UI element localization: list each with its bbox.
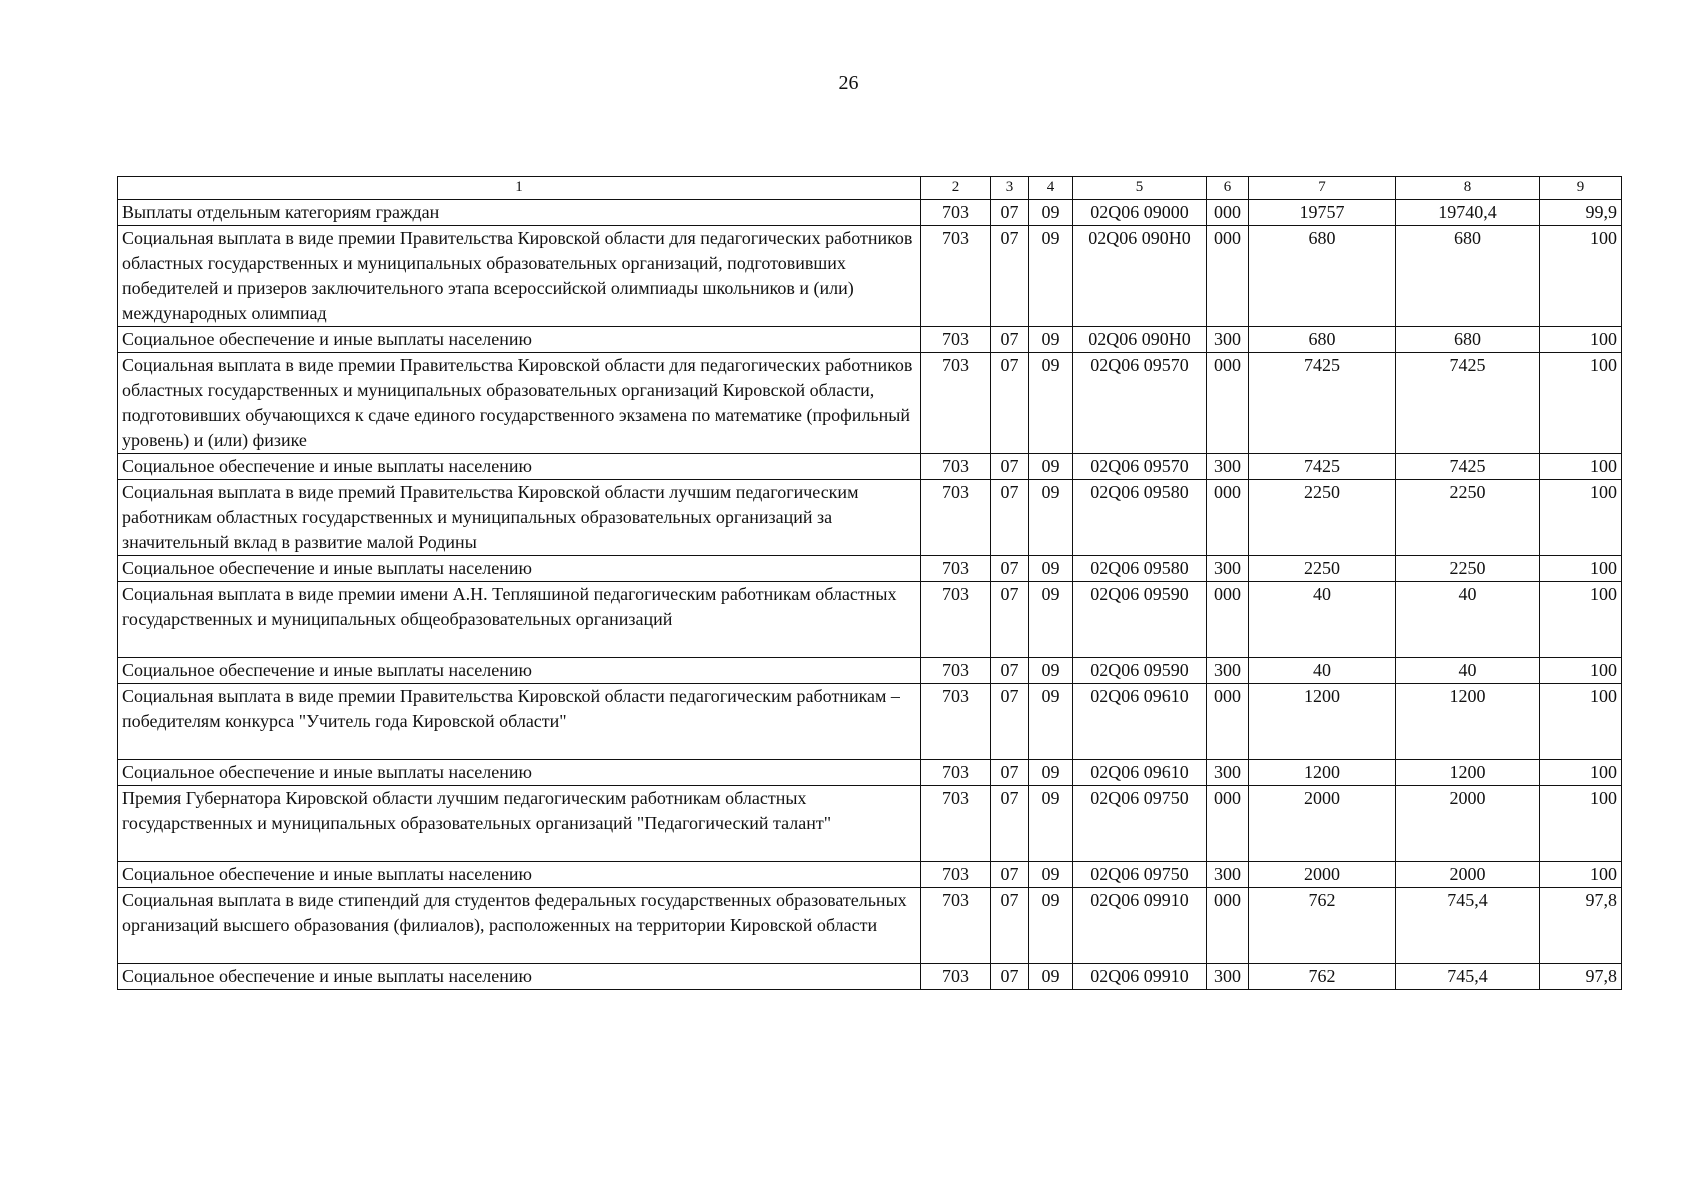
table-row [118,658,1622,684]
col7-cell: 2250 [1249,480,1396,556]
header-cell: 9 [1540,177,1622,200]
col5-cell: 02Q06 09610 [1073,760,1207,786]
col8-cell: 2000 [1396,786,1540,862]
col9-cell: 100 [1540,556,1622,582]
col6-cell: 000 [1207,353,1249,454]
col6-cell: 000 [1207,226,1249,327]
col3-cell: 07 [991,888,1029,964]
col4-cell: 09 [1029,684,1073,760]
col4-cell: 09 [1029,658,1073,684]
col7-cell: 1200 [1249,684,1396,760]
col5-cell: 02Q06 09910 [1073,888,1207,964]
col2-cell: 703 [921,353,991,454]
col9-cell: 100 [1540,480,1622,556]
col5-cell: 02Q06 09590 [1073,582,1207,658]
col9-cell: 100 [1540,327,1622,353]
col6-cell: 000 [1207,582,1249,658]
table-row [118,556,1622,582]
col2-cell: 703 [921,862,991,888]
col3-cell: 07 [991,454,1029,480]
header-cell: 8 [1396,177,1540,200]
col6-cell: 000 [1207,786,1249,862]
name-cell: Социальное обеспечение и иные выплаты населению [118,760,921,786]
col8-cell: 2250 [1396,480,1540,556]
header-row [118,177,1622,200]
col8-cell: 680 [1396,226,1540,327]
col2-cell: 703 [921,888,991,964]
header-cell: 4 [1029,177,1073,200]
table-row [118,353,1622,454]
col3-cell: 07 [991,480,1029,556]
col3-cell: 07 [991,684,1029,760]
col7-cell: 19757 [1249,200,1396,226]
col5-cell: 02Q06 09580 [1073,556,1207,582]
name-cell: Социальное обеспечение и иные выплаты населению [118,964,921,990]
col7-cell: 1200 [1249,760,1396,786]
table-row [118,786,1622,862]
col8-cell: 1200 [1396,684,1540,760]
col8-cell: 680 [1396,327,1540,353]
col3-cell: 07 [991,226,1029,327]
header-cell: 7 [1249,177,1396,200]
col9-cell: 97,8 [1540,964,1622,990]
col9-cell: 100 [1540,684,1622,760]
col4-cell: 09 [1029,862,1073,888]
table-row [118,454,1622,480]
col5-cell: 02Q06 09570 [1073,353,1207,454]
col2-cell: 703 [921,454,991,480]
col5-cell: 02Q06 09910 [1073,964,1207,990]
name-cell: Социальная выплата в виде премии имени А.Н. Тепляшиной педагогическим работникам областных государственных и муниципальных общеобразовательных организаций [118,582,921,658]
col2-cell: 703 [921,327,991,353]
col6-cell: 000 [1207,480,1249,556]
col6-cell: 000 [1207,684,1249,760]
col5-cell: 02Q06 09580 [1073,480,1207,556]
table-row [118,760,1622,786]
col9-cell: 100 [1540,226,1622,327]
col2-cell: 703 [921,760,991,786]
col3-cell: 07 [991,760,1029,786]
col9-cell: 99,9 [1540,200,1622,226]
col6-cell: 300 [1207,862,1249,888]
table-row [118,964,1622,990]
col9-cell: 97,8 [1540,888,1622,964]
col4-cell: 09 [1029,353,1073,454]
col2-cell: 703 [921,658,991,684]
col4-cell: 09 [1029,786,1073,862]
col2-cell: 703 [921,964,991,990]
col7-cell: 40 [1249,582,1396,658]
name-cell: Социальная выплата в виде премии Правительства Кировской области педагогическим работникам – победителям конкурса "Учитель года Кировской области" [118,684,921,760]
col7-cell: 2000 [1249,862,1396,888]
name-cell: Выплаты отдельным категориям граждан [118,200,921,226]
col8-cell: 1200 [1396,760,1540,786]
col4-cell: 09 [1029,888,1073,964]
col6-cell: 300 [1207,760,1249,786]
col8-cell: 19740,4 [1396,200,1540,226]
col3-cell: 07 [991,964,1029,990]
col3-cell: 07 [991,327,1029,353]
col8-cell: 40 [1396,658,1540,684]
col7-cell: 762 [1249,888,1396,964]
col3-cell: 07 [991,862,1029,888]
col3-cell: 07 [991,556,1029,582]
col5-cell: 02Q06 090H0 [1073,327,1207,353]
name-cell: Социальное обеспечение и иные выплаты населению [118,556,921,582]
col2-cell: 703 [921,786,991,862]
header-cell: 3 [991,177,1029,200]
name-cell: Социальная выплата в виде стипендий для студентов федеральных государственных образовательных организаций высшего образования (филиалов), расположенных на территории Кировской области [118,888,921,964]
table-row [118,226,1622,327]
col4-cell: 09 [1029,200,1073,226]
col8-cell: 745,4 [1396,888,1540,964]
col4-cell: 09 [1029,480,1073,556]
name-cell: Социальное обеспечение и иные выплаты населению [118,327,921,353]
col6-cell: 300 [1207,454,1249,480]
col7-cell: 762 [1249,964,1396,990]
col5-cell: 02Q06 09750 [1073,862,1207,888]
col3-cell: 07 [991,200,1029,226]
col2-cell: 703 [921,556,991,582]
col7-cell: 2250 [1249,556,1396,582]
col4-cell: 09 [1029,327,1073,353]
col4-cell: 09 [1029,556,1073,582]
col6-cell: 300 [1207,964,1249,990]
col7-cell: 2000 [1249,786,1396,862]
table-row [118,327,1622,353]
table-row [118,582,1622,658]
header-cell: 1 [118,177,921,200]
col9-cell: 100 [1540,582,1622,658]
col7-cell: 680 [1249,226,1396,327]
col8-cell: 7425 [1396,454,1540,480]
col4-cell: 09 [1029,454,1073,480]
budget-table [117,176,1622,990]
col8-cell: 40 [1396,582,1540,658]
col5-cell: 02Q06 09000 [1073,200,1207,226]
col4-cell: 09 [1029,582,1073,658]
col8-cell: 2250 [1396,556,1540,582]
name-cell: Социальное обеспечение и иные выплаты населению [118,862,921,888]
header-cell: 2 [921,177,991,200]
col9-cell: 100 [1540,353,1622,454]
col6-cell: 300 [1207,556,1249,582]
col2-cell: 703 [921,684,991,760]
name-cell: Социальное обеспечение и иные выплаты населению [118,454,921,480]
col2-cell: 703 [921,480,991,556]
table-row [118,862,1622,888]
col3-cell: 07 [991,658,1029,684]
name-cell: Социальное обеспечение и иные выплаты населению [118,658,921,684]
table-row [118,888,1622,964]
name-cell: Социальная выплата в виде премии Правительства Кировской области для педагогических работников областных государственных и муниципальных образовательных организаций Кировской области, подготовивших обучающихся к сдаче единого государственного экзамена по математике (профильный уровень) и (или) физике [118,353,921,454]
col3-cell: 07 [991,786,1029,862]
col2-cell: 703 [921,226,991,327]
table-row [118,480,1622,556]
name-cell: Социальная выплата в виде премий Правительства Кировской области лучшим педагогическим работникам областных государственных и муниципальных образовательных организаций за значительный вклад в развитие малой Родины [118,480,921,556]
col8-cell: 2000 [1396,862,1540,888]
name-cell: Социальная выплата в виде премии Правительства Кировской области для педагогических работников областных государственных и муниципальных образовательных организаций, подготовивших победителей и призеров заключительного этапа всероссийской олимпиады школьников и (или) международных олимпиад [118,226,921,327]
col5-cell: 02Q06 090H0 [1073,226,1207,327]
col5-cell: 02Q06 09750 [1073,786,1207,862]
header-cell: 6 [1207,177,1249,200]
col6-cell: 300 [1207,658,1249,684]
table-row [118,684,1622,760]
col8-cell: 745,4 [1396,964,1540,990]
col6-cell: 000 [1207,888,1249,964]
name-cell: Премия Губернатора Кировской области лучшим педагогическим работникам областных государственных и муниципальных образовательных организаций "Педагогический талант" [118,786,921,862]
col4-cell: 09 [1029,964,1073,990]
col8-cell: 7425 [1396,353,1540,454]
col9-cell: 100 [1540,862,1622,888]
col9-cell: 100 [1540,454,1622,480]
col6-cell: 300 [1207,327,1249,353]
table-row [118,200,1622,226]
header-cell: 5 [1073,177,1207,200]
col7-cell: 7425 [1249,353,1396,454]
col3-cell: 07 [991,353,1029,454]
col7-cell: 40 [1249,658,1396,684]
page-number: 26 [838,72,859,94]
col3-cell: 07 [991,582,1029,658]
col9-cell: 100 [1540,760,1622,786]
col2-cell: 703 [921,200,991,226]
col4-cell: 09 [1029,226,1073,327]
col5-cell: 02Q06 09590 [1073,658,1207,684]
col2-cell: 703 [921,582,991,658]
col4-cell: 09 [1029,760,1073,786]
col5-cell: 02Q06 09610 [1073,684,1207,760]
col5-cell: 02Q06 09570 [1073,454,1207,480]
col9-cell: 100 [1540,786,1622,862]
col7-cell: 7425 [1249,454,1396,480]
col7-cell: 680 [1249,327,1396,353]
col6-cell: 000 [1207,200,1249,226]
col9-cell: 100 [1540,658,1622,684]
